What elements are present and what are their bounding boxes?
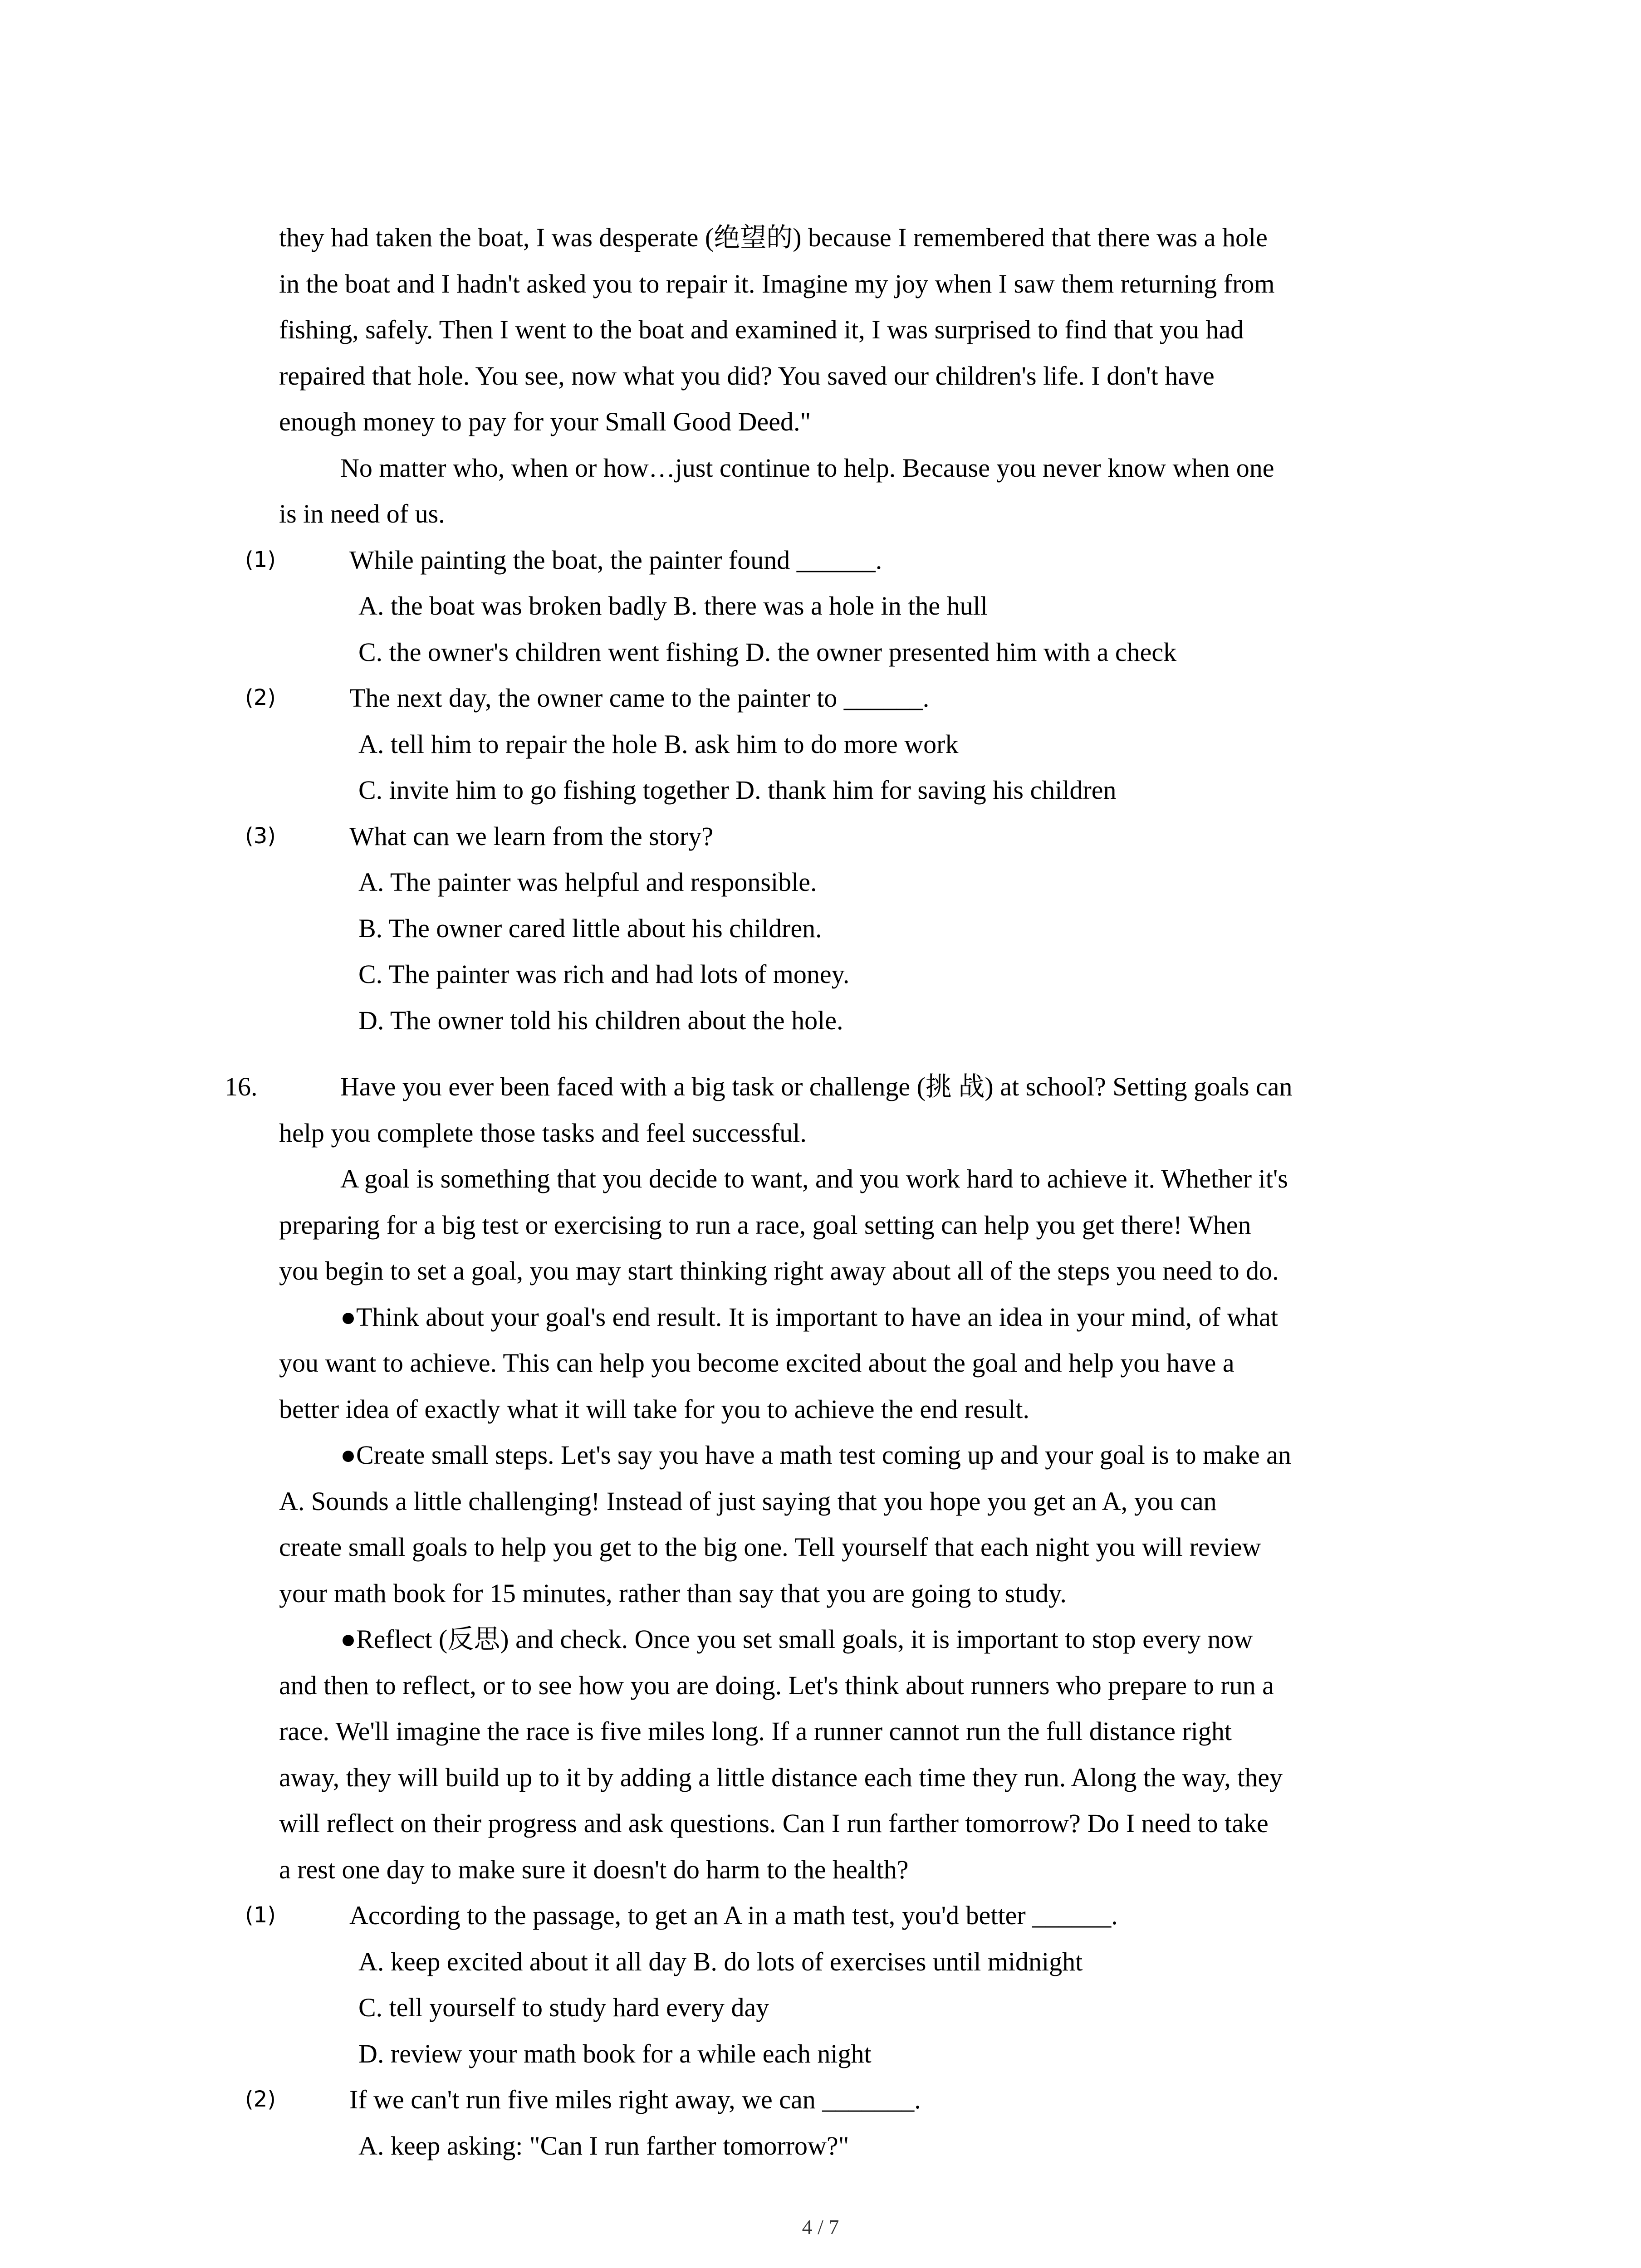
bullet-line: ●Reflect (反思) and check. Once you set small goals, it is important to stop every now xyxy=(340,1624,1253,1654)
text-line: and then to reflect, or to see how you are doing. Let's think about runners who prepare to run a xyxy=(279,1670,1274,1700)
question-number: (1) xyxy=(245,1902,276,1928)
answer-option: B. The owner cared little about his children. xyxy=(358,913,822,943)
text-line: preparing for a big test or exercising to run a race, goal setting can help you get there! When xyxy=(279,1210,1251,1240)
question-block xyxy=(245,537,1461,675)
text-line: No matter who, when or how…just continue to help. Because you never know when one xyxy=(340,453,1274,483)
question-stem xyxy=(245,813,1461,860)
question-text: According to the passage, to get an A in a math test, you'd better ______. xyxy=(349,1901,1118,1930)
answer-option: D. The owner told his children about the hole. xyxy=(358,1005,843,1035)
question-number: (1) xyxy=(245,547,276,572)
question-text: If we can't run five miles right away, we can _______. xyxy=(349,2085,921,2114)
text-line: create small goals to help you get to the big one. Tell yourself that each night you will review xyxy=(279,1532,1261,1562)
question-block xyxy=(245,1892,1461,2077)
text-line: help you complete those tasks and feel successful. xyxy=(279,1118,807,1148)
text-line: you begin to set a goal, you may start thinking right away about all of the steps you need to do. xyxy=(279,1256,1279,1286)
questions-16 xyxy=(245,1892,1461,2169)
question-block xyxy=(245,675,1461,813)
answer-options: C. the owner's children went fishing D. the owner presented him with a check xyxy=(358,637,1177,667)
text-line: they had taken the boat, I was desperate (绝望的) because I remembered that there was a hole xyxy=(279,223,1268,252)
answer-option: A. The painter was helpful and responsible. xyxy=(358,867,817,897)
questions-15 xyxy=(245,537,1461,1044)
item-number: 16. xyxy=(225,1072,258,1101)
text-line: better idea of exactly what it will take for you to achieve the end result. xyxy=(279,1394,1029,1424)
question-stem xyxy=(245,675,1461,721)
question-number: (2) xyxy=(245,2087,276,2112)
answer-option: C. tell yourself to study hard every day xyxy=(358,1993,769,2022)
passage-first-line xyxy=(225,1064,1461,1110)
text-line: Have you ever been faced with a big task or challenge (挑 战) at school? Setting goals can xyxy=(340,1072,1293,1101)
text-line: your math book for 15 minutes, rather than say that you are going to study. xyxy=(279,1578,1067,1608)
question-stem xyxy=(245,1892,1461,1939)
answer-options: A. tell him to repair the hole B. ask him to do more work xyxy=(358,729,959,759)
question-text: While painting the boat, the painter found ______. xyxy=(349,545,882,575)
question-block xyxy=(245,2077,1461,2169)
text-line: race. We'll imagine the race is five miles long. If a runner cannot run the full distance right xyxy=(279,1716,1232,1746)
passage-16 xyxy=(225,1064,1461,1892)
text-line: you want to achieve. This can help you become excited about the goal and help you have a xyxy=(279,1348,1234,1378)
document-body xyxy=(225,215,1461,2169)
bullet-line: ●Create small steps. Let's say you have a math test coming up and your goal is to make an xyxy=(340,1440,1291,1470)
text-line: in the boat and I hadn't asked you to repair it. Imagine my joy when I saw them returning from xyxy=(279,269,1275,298)
text-line: away, they will build up to it by adding a little distance each time they run. Along the way, they xyxy=(279,1762,1283,1792)
question-text: The next day, the owner came to the painter to ______. xyxy=(349,683,930,713)
answer-options: A. keep excited about it all day B. do lots of exercises until midnight xyxy=(358,1946,1083,1976)
bullet-line: ●Think about your goal's end result. It is important to have an idea in your mind, of what xyxy=(340,1302,1279,1332)
question-stem xyxy=(245,537,1461,583)
question-stem xyxy=(245,2077,1461,2123)
text-line: repaired that hole. You see, now what you did? You saved our children's life. I don't have xyxy=(279,361,1215,391)
page-number: 4 / 7 xyxy=(802,2215,839,2239)
answer-options: A. the boat was broken badly B. there was a hole in the hull xyxy=(358,591,988,621)
answer-option: A. keep asking: "Can I run farther tomorrow?" xyxy=(358,2131,849,2160)
question-text: What can we learn from the story? xyxy=(349,821,713,851)
text-line: a rest one day to make sure it doesn't do harm to the health? xyxy=(279,1854,909,1884)
answer-options: C. invite him to go fishing together D. thank him for saving his children xyxy=(358,775,1117,805)
answer-option: C. The painter was rich and had lots of money. xyxy=(358,959,850,989)
question-block xyxy=(245,813,1461,1044)
text-line: enough money to pay for your Small Good Deed." xyxy=(279,407,811,436)
text-line: is in need of us. xyxy=(279,499,445,528)
passage-15-tail xyxy=(279,215,1461,537)
text-line: A. Sounds a little challenging! Instead of just saying that you hope you get an A, you can xyxy=(279,1486,1217,1516)
question-number: (3) xyxy=(245,823,276,849)
text-line: fishing, safely. Then I went to the boat and examined it, I was surprised to find that you had xyxy=(279,315,1244,344)
question-number: (2) xyxy=(245,685,276,710)
text-line: A goal is something that you decide to want, and you work hard to achieve it. Whether it's xyxy=(340,1164,1288,1193)
text-line: will reflect on their progress and ask questions. Can I run farther tomorrow? Do I need to take xyxy=(279,1809,1269,1838)
answer-option: D. review your math book for a while each night xyxy=(358,2038,872,2068)
